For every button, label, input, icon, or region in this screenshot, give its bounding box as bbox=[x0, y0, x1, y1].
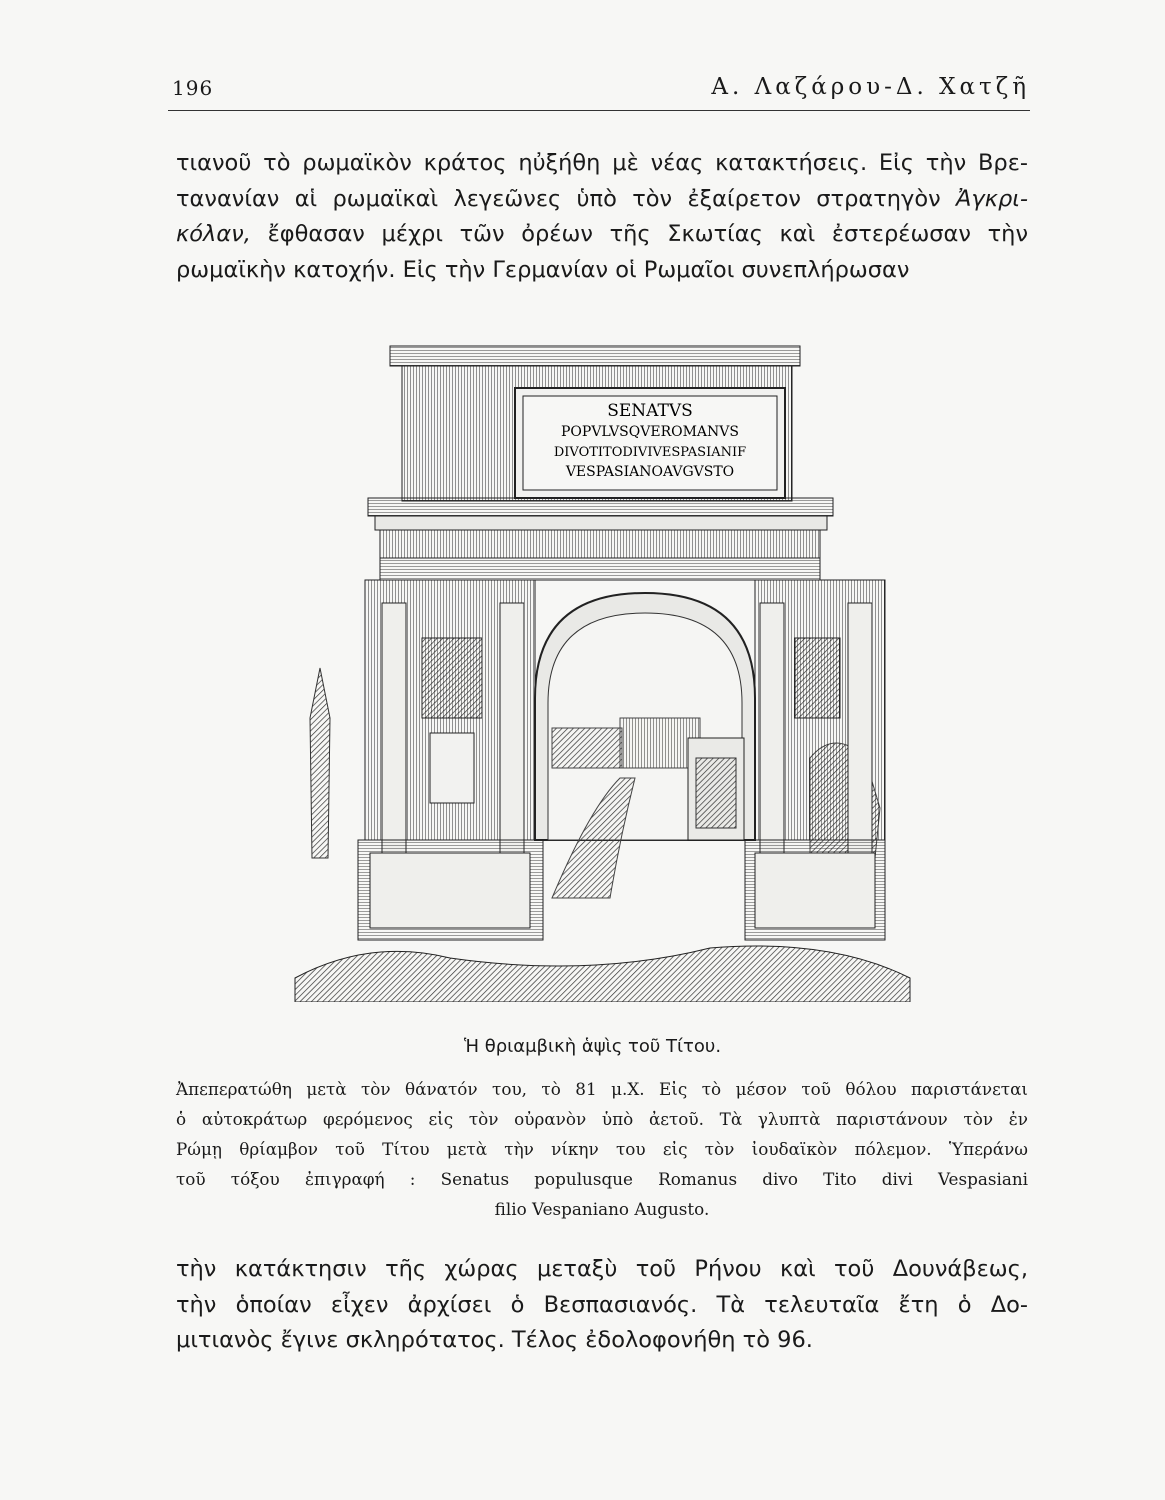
arch-of-titus-engraving bbox=[290, 338, 912, 1002]
figure-caption-body bbox=[176, 1074, 1028, 1224]
caption-line: filio Vespaniano Augusto. bbox=[494, 1199, 710, 1219]
inscription-line: VESPASIANOAVGVSTO bbox=[565, 464, 735, 480]
running-head: Α. Λαζάρου-Δ. Χατζῆ bbox=[711, 74, 1030, 100]
bottom-paragraph bbox=[176, 1252, 1028, 1359]
text-line: τὴν ὁποίαν εἶχεν ἀρχίσει ὁ Βεσπασιανός. Τὰ τελευταῖα ἔτη ὁ Δο- bbox=[176, 1291, 1028, 1318]
italic-name: κόλαν, bbox=[176, 221, 251, 247]
page-number: 196 bbox=[172, 76, 214, 100]
page-header bbox=[168, 72, 1030, 111]
text-line: ρωμαϊκὴν κατοχήν. Εἰς τὴν Γερμανίαν οἱ Ρωμαῖοι συνεπλήρωσαν bbox=[176, 256, 910, 283]
italic-name: Ἀγκρι- bbox=[956, 185, 1028, 212]
caption-line: ὁ αὐτοκράτωρ φερόμενος εἰς τὸν οὐρανὸν ὑπὸ ἀετοῦ. Τὰ γλυπτὰ παριστάνουν τὸν ἐν bbox=[176, 1109, 1028, 1129]
inscription-line: DIVOTITODIVIVESPASIANIF bbox=[553, 445, 747, 460]
caption-line: Ἀπεπερατώθη μετὰ τὸν θάνατόν του, τὸ 81 μ.Χ. Εἰς τὸ μέσον τοῦ θόλου παριστάνεται bbox=[176, 1079, 1028, 1099]
text-line: τὴν κατάκτησιν τῆς χώρας μεταξὺ τοῦ Ρήνου καὶ τοῦ Δουνάβεως, bbox=[176, 1256, 1028, 1282]
text-line: μιτιανὸς ἔγινε σκληρότατος. Τέλος ἐδολοφονήθη τὸ 96. bbox=[176, 1327, 813, 1353]
inscription-line: POPVLVSQVEROMANVS bbox=[561, 424, 739, 440]
text-line: τιανοῦ τὸ ρωμαϊκὸν κράτος ηὐξήθη μὲ νέας κατακτήσεις. Εἰς τὴν Βρε- bbox=[176, 150, 1028, 176]
text-line: τανανίαν αἱ ρωμαϊκαὶ λεγεῶνες ὑπὸ τὸν ἐξαίρετον στρατηγὸν Ἀγκρι- bbox=[176, 185, 1028, 212]
text-line: κόλαν, ἔφθασαν μέχρι τῶν ὀρέων τῆς Σκωτίας καὶ ἐστερέωσαν τὴν bbox=[176, 221, 1029, 247]
engraving-illustration bbox=[290, 338, 912, 1002]
caption-line: τοῦ τόξου ἐπιγραφή : Senatus populusque Romanus divo Tito divi Vespasiani bbox=[176, 1169, 1028, 1189]
inscription-line: SENATVS bbox=[607, 401, 693, 421]
top-paragraph bbox=[176, 146, 1028, 288]
caption-line: Ρώμῃ θρίαμβον τοῦ Τίτου μετὰ τὴν νίκην του εἰς τὸν ἰουδαϊκὸν πόλεμον. Ὑπεράνω bbox=[176, 1139, 1028, 1159]
figure-caption-title: Ἡ θριαμβικὴ ἁψὶς τοῦ Τίτου. bbox=[463, 1036, 722, 1057]
